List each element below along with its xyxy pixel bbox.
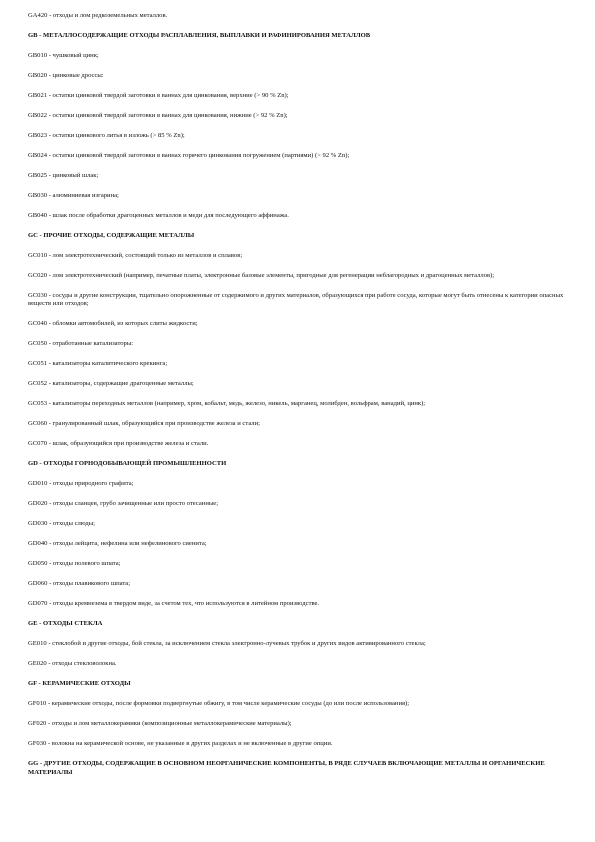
list-item: GE020 - отходы стекловолокна. (28, 660, 117, 668)
section-heading: GD - ОТХОДЫ ГОРНОДОБЫВАЮЩЕЙ ПРОМЫШЛЕННОСТИ (28, 460, 227, 468)
list-item: GB024 - остатки цинковой твердой заготовки в ваннах горячего цинкования погружением (партиями) (> 92 % Zn); (28, 152, 350, 159)
document-page (28, 12, 568, 789)
list-item: GB030 - алюминиевая изгарина; (28, 192, 119, 199)
section-heading: GE - ОТХОДЫ СТЕКЛА (28, 620, 103, 628)
list-item: GC010 - лом электротехнический, состоящий только из металлов и сплавов; (28, 252, 243, 259)
list-item: GB023 - остатки цинкового литья в изложь (> 85 % Zn); (28, 132, 185, 139)
list-item: GB040 - шлак после обработки драгоценных металлов и меди для последующего аффинажа. (28, 212, 289, 219)
list-item: GC040 - обломки автомобилей, из которых слиты жидкости; (28, 320, 198, 328)
list-item: GB021 - остатки цинковой твердой заготовки в ваннах для цинкования, верхние (> 90 % Zn); (28, 92, 289, 99)
list-item: GD060 - отходы плавикового шпата; (28, 580, 131, 588)
section-heading: GG - ДРУГИЕ ОТХОДЫ, СОДЕРЖАЩИЕ В ОСНОВНОМ НЕОРГАНИЧЕСКИЕ КОМПОНЕНТЫ, В РЯДЕ СЛУЧАЕВ ВКЛЮЧАЮЩИЕ МЕТАЛЛЫ И ОРГАНИЧЕСКИЕ МАТЕРИАЛЫ (28, 760, 545, 776)
list-item: GD040 - отходы лейцита, нефелина или нефелинового сиенита; (28, 540, 207, 548)
list-item: GF010 - керамические отходы, после формовки подвергнутые обжигу, в том числе керамические сосуды (до или после использования); (28, 700, 410, 708)
list-item: GD070 - отходы кремнезема в твердом виде, за счетом тех, что используются в литейном производстве. (28, 600, 320, 608)
list-item: GC051 - катализаторы каталитического крекинга; (28, 360, 168, 368)
list-item: GB020 - цинковые дроссы: (28, 72, 104, 79)
list-item: GC020 - лом электротехнический (например, печатные платы, электронные базовые элементы, пригодные для регенерации неблагородных и драгоценных металлов); (28, 272, 495, 279)
list-item: GC050 - отработанные катализаторы: (28, 340, 134, 348)
list-item: GD020 - отходы сланцев, грубо зачищенные или просто отесанные; (28, 500, 219, 508)
list-item: GB025 - цинковый шлак; (28, 172, 99, 179)
list-item: GB010 - чушковый цинк; (28, 52, 99, 59)
list-item: GF030 - волокна на керамической основе, не указанные в других разделах и не включенные в другие опции. (28, 740, 333, 748)
list-item: GC060 - гранулированный шлак, образующийся при производстве железа и стали; (28, 420, 260, 428)
list-item: GA420 - отходы и лом редкоземельных металлов. (28, 12, 168, 19)
list-item: GC052 - катализаторы, содержащие драгоценные металлы; (28, 380, 194, 388)
list-item: GC070 - шлак, образующийся при производстве железа и стали. (28, 440, 209, 448)
list-item: GD050 - отходы полевого шпата; (28, 560, 121, 568)
list-item: GC053 - катализаторы переходных металлов (например, хром, кобальт, медь, железо, никель, марганец, молибден, вольфрам, ванадий, цинк); (28, 400, 426, 408)
list-item: GF020 - отходы и лом металлокерамики (композиционные металлокерамические материалы); (28, 720, 292, 728)
section-heading: GC - ПРОЧИЕ ОТХОДЫ, СОДЕРЖАЩИЕ МЕТАЛЛЫ (28, 232, 195, 239)
section-heading: GF - КЕРАМИЧЕСКИЕ ОТХОДЫ (28, 680, 131, 688)
list-item: GE010 - стеклобой и другие отходы, бой стекла, за исключением стекла электронно-лучевых трубок и других видов активированного стекла; (28, 640, 426, 648)
list-item: GD010 - отходы природного графита; (28, 480, 134, 488)
list-item: GB022 - остатки цинковой твердой заготовки в ваннах для цинкования, нижние (> 92 % Zn); (28, 112, 288, 119)
list-item: GD030 - отходы слюды; (28, 520, 96, 528)
list-item: GC030 - сосуды и другие конструкции, тщательно опорожненные от содержимого и других материалов, образующихся при работе сосуда, которые могут быть отнесены к категории опасных веществ или отходов; (28, 292, 564, 308)
section-heading: GB - МЕТАЛЛОСОДЕРЖАЩИЕ ОТХОДЫ РАСПЛАВЛЕНИЯ, ВЫПЛАВКИ И РАФИНИРОВАНИЯ МЕТАЛЛОВ (28, 32, 371, 39)
